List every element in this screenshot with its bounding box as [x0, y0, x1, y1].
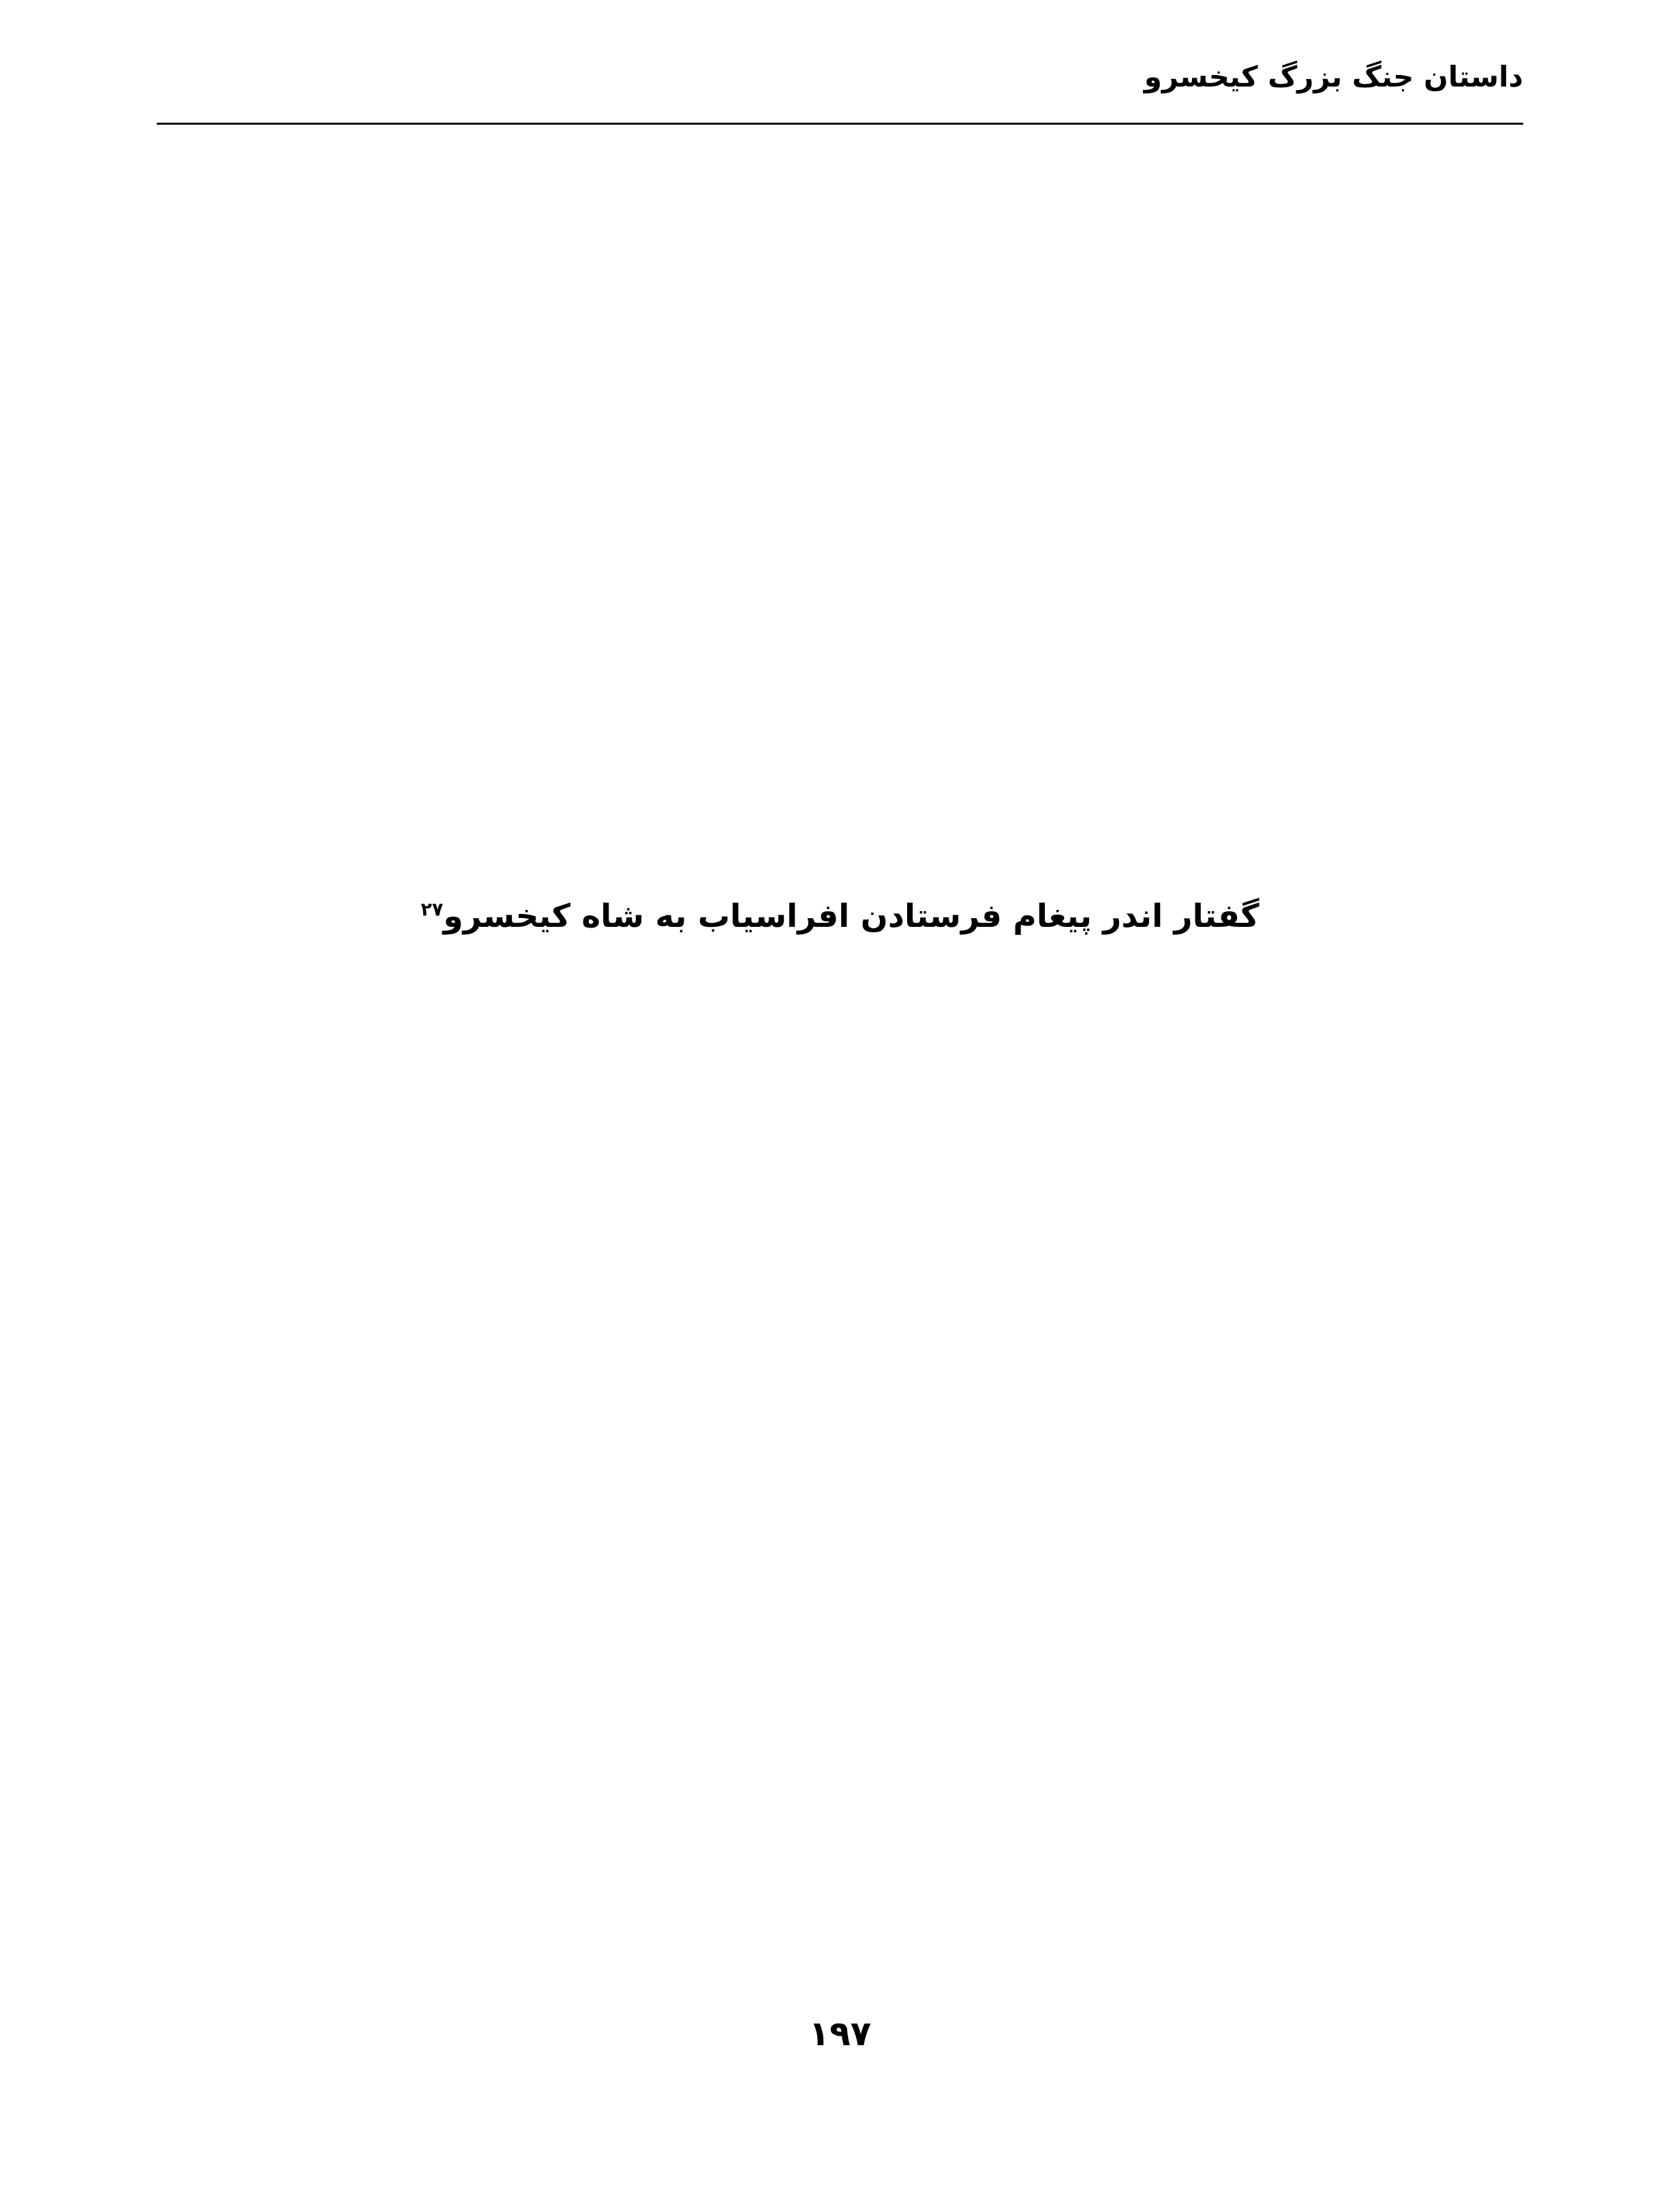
- section-heading: [157, 898, 1523, 935]
- running-header: داستان جنگ بزرگ کیخسرو: [1144, 60, 1523, 93]
- section-heading-note-marker: ۲۷: [421, 899, 444, 921]
- header-rule: [157, 123, 1523, 125]
- section-heading-text: گفتار اندر پیغام فرستادن افراسیاب به شاه کیخسرو: [443, 898, 1259, 935]
- folio-number: ۱۹۷: [808, 2014, 872, 2053]
